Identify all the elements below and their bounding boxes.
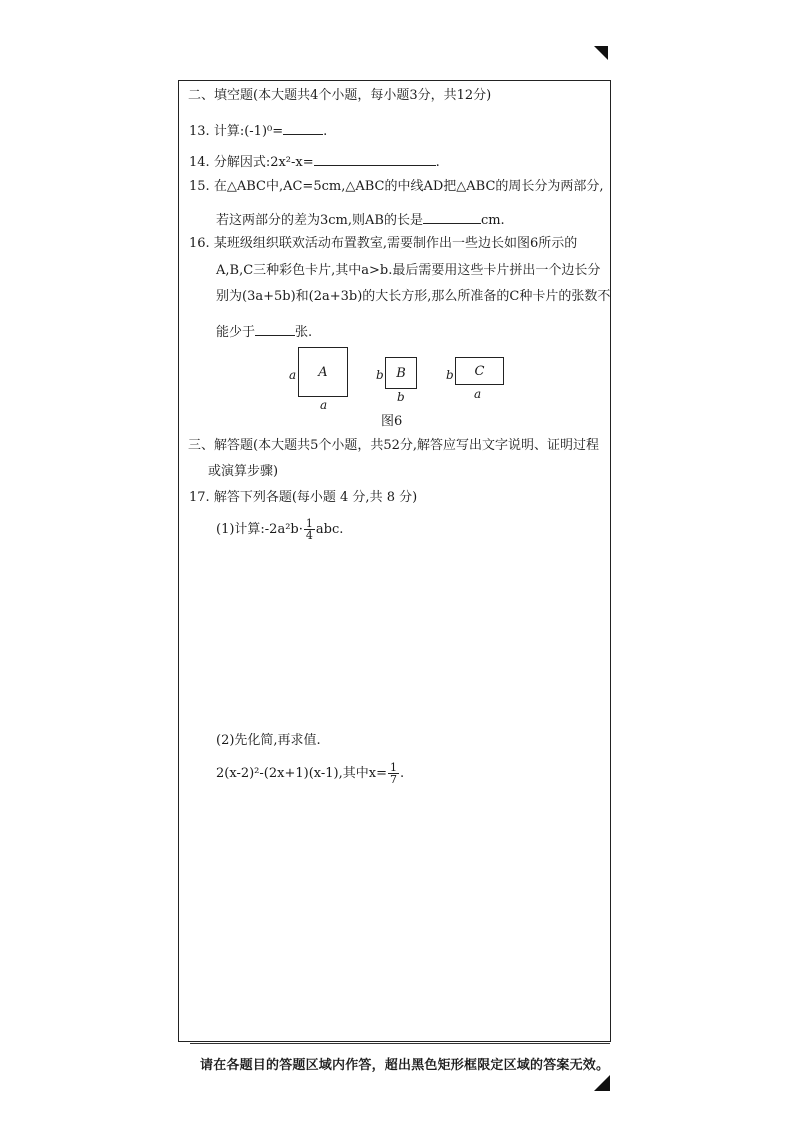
fraction-one-quarter [304,518,315,541]
card-a-side-label: a [289,368,297,382]
corner-marker-bottom [594,1075,610,1091]
question-14 [189,153,440,171]
card-b-side-label: b [376,368,384,382]
question-16-line-2: A,B,C三种彩色卡片,其中a>b.最后需要用这些卡片拼出一个边长分 [216,263,601,278]
question-16-line-4 [216,323,312,341]
question-14-text: 分解因式:2x²-x= [213,155,314,170]
question-15-text-1: 在△ABC中,AC=5cm,△ABC的中线AD把△ABC的周长分为两部分, [213,179,604,194]
question-13 [189,122,327,140]
question-17-part-1-prefix: (1)计算:-2a²b· [216,522,303,537]
question-16-blank[interactable] [255,323,295,336]
question-16-line-1 [189,236,577,252]
question-15-number: 15. [189,179,210,194]
card-b [385,357,417,389]
question-15-text-2: 若这两部分的差为3cm,则AB的长是 [216,213,423,228]
question-15-line-2 [216,211,505,229]
fraction-numerator: 1 [305,517,313,530]
question-16-text-4: 能少于 [216,325,256,340]
question-13-number: 13. [189,124,210,139]
figure-caption: 图6 [381,414,403,429]
question-15-unit: cm. [480,213,505,228]
footer-rule [190,1043,610,1044]
card-b-bottom-label: b [397,390,405,404]
section-2-title: 二、填空题(本大题共4个小题，每小题3分，共12分) [188,88,492,103]
question-16-end: 张. [295,325,313,340]
fraction-denominator: 7 [389,773,397,786]
question-13-text: 计算:(-1)⁰= [213,124,284,139]
question-17 [189,490,417,506]
section-3-title-line-2: 或演算步骤) [208,464,279,479]
card-a-bottom-label: a [320,398,328,412]
section-3-title-line-1: 三、解答题(本大题共5个小题，共52分,解答应写出文字说明、证明过程 [188,438,600,453]
question-16-line-3: 别为(3a+5b)和(2a+3b)的大长方形,那么所准备的C种卡片的张数不 [216,289,611,304]
question-13-end: . [323,124,328,139]
question-17-part-1 [216,518,343,541]
card-a-label: A [318,364,328,380]
fraction-denominator: 4 [305,529,313,542]
question-16-text-1: 某班级组织联欢活动布置教室,需要制作出一些边长如图6所示的 [213,236,578,251]
question-16-number: 16. [189,236,210,251]
card-a [298,347,348,397]
fraction-one-seventh [388,762,399,785]
question-17-part-2-title: (2)先化简,再求值. [216,733,321,748]
card-c-side-label: b [446,368,454,382]
footer-notice: 请在各题目的答题区域内作答，超出黑色矩形框限定区域的答案无效。 [200,1058,610,1073]
question-17-part-2-end: . [399,766,405,781]
question-13-blank[interactable] [283,122,323,135]
question-15-line-1 [189,179,604,195]
corner-marker-top [594,46,608,60]
card-c-bottom-label: a [474,387,482,401]
question-17-number: 17. [189,490,210,505]
card-b-label: B [396,365,406,381]
question-15-blank[interactable] [423,211,481,224]
question-17-text: 解答下列各题(每小题 4 分,共 8 分) [213,490,418,505]
question-14-blank[interactable] [314,153,436,166]
question-17-part-2-expression: 2(x-2)²-(2x+1)(x-1),其中x= [216,766,387,781]
question-17-part-1-suffix: abc. [315,522,344,537]
question-14-number: 14. [189,155,210,170]
question-17-part-2-expr [216,762,404,785]
card-c-label: C [474,363,485,379]
card-c [455,357,504,385]
question-14-end: . [435,155,440,170]
fraction-numerator: 1 [389,761,397,774]
